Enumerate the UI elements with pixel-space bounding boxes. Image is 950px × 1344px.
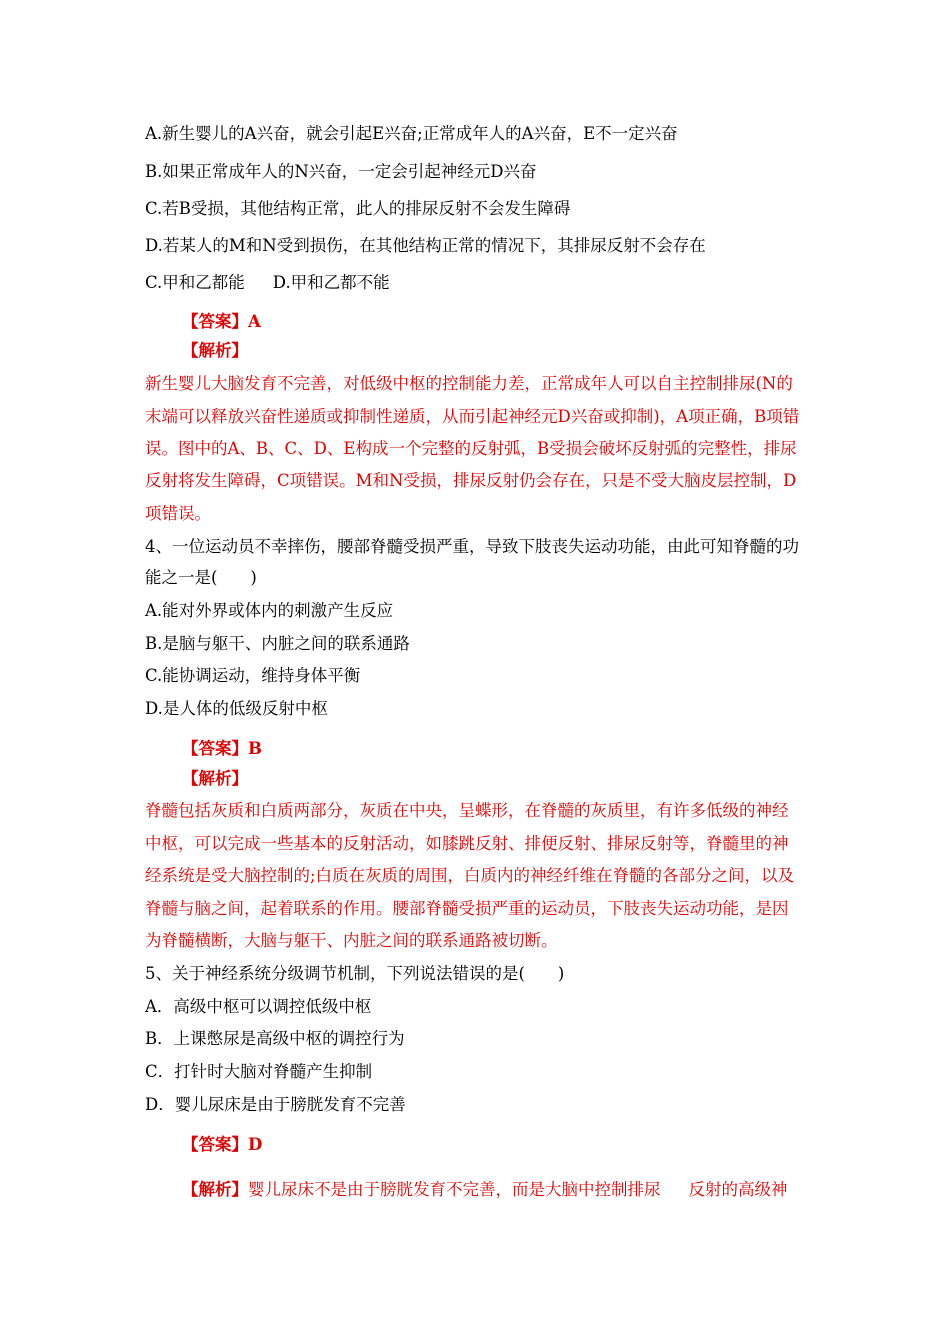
q4-option-b: B.是脑与躯干、内脏之间的联系通路 (145, 634, 410, 653)
q5-option-a: A．高级中枢可以调控低级中枢 (145, 997, 372, 1016)
prev-analysis-label: 【解析】 (182, 341, 248, 360)
answer-label: 【答案】 (182, 1135, 248, 1154)
prev-option-c2: C.甲和乙都能 (145, 273, 245, 292)
q5-option-d: D．婴儿尿床是由于膀胱发育不完善 (145, 1095, 406, 1114)
q4-analysis-line: 中枢，可以完成一些基本的反射活动，如膝跳反射、排便反射、排尿反射等，脊髓里的神 (145, 834, 789, 853)
q5-analysis-text: 婴儿尿床不是由于膀胱发育不完善，而是大脑中控制排尿 (248, 1180, 661, 1199)
q4-option-d: D.是人体的低级反射中枢 (145, 699, 328, 718)
q4-analysis-line: 为脊髓横断，大脑与躯干、内脏之间的联系通路被切断。 (145, 931, 558, 950)
prev-option-a: A.新生婴儿的A兴奋，就会引起E兴奋;正常成年人的A兴奋，E不一定兴奋 (145, 124, 678, 143)
q5-option-c: C．打针时大脑对脊髓产生抑制 (145, 1062, 373, 1081)
prev-option-c: C.若B受损，其他结构正常，此人的排尿反射不会发生障碍 (145, 199, 571, 218)
q5-analysis (182, 1180, 788, 1200)
prev-analysis-line: 项错误。 (145, 504, 211, 523)
q4-stem: 能之一是( ) (145, 568, 257, 587)
prev-analysis-line: 反射将发生障碍，C项错误。M和N受损，排尿反射仍会存在，只是不受大脑皮层控制，D (145, 471, 797, 490)
prev-analysis-line: 误。图中的A、B、C、D、E构成一个完整的反射弧，B受损会破坏反射弧的完整性，排尿 (145, 439, 797, 458)
prev-option-b: B.如果正常成年人的N兴奋，一定会引起神经元D兴奋 (145, 162, 537, 181)
q5-option-b: B．上课憋尿是高级中枢的调控行为 (145, 1029, 405, 1048)
q4-analysis-label: 【解析】 (182, 769, 248, 788)
q5-analysis-text-cont: 反射的高级神 (688, 1180, 788, 1199)
analysis-label: 【解析】 (182, 1180, 248, 1199)
q4-analysis-line: 脊髓与脑之间，起着联系的作用。腰部脊髓受损严重的运动员，下肢丧失运动功能，是因 (145, 899, 789, 918)
prev-option-d2: D.甲和乙都不能 (272, 273, 390, 292)
q5-answer (182, 1135, 262, 1155)
prev-option-c2-row (145, 273, 390, 293)
answer-label: 【答案】 (182, 312, 248, 331)
prev-analysis-line: 新生婴儿大脑发育不完善，对低级中枢的控制能力差，正常成年人可以自主控制排尿(N的 (145, 374, 793, 393)
q4-stem: 4、一位运动员不幸摔伤，腰部脊髓受损严重，导致下肢丧失运动功能，由此可知脊髓的功 (145, 537, 799, 556)
answer-value: B (248, 739, 262, 758)
q4-analysis-line: 经系统是受大脑控制的;白质在灰质的周围，白质内的神经纤维在脊髓的各部分之间，以及 (145, 866, 795, 885)
answer-label: 【答案】 (182, 739, 248, 758)
q4-option-a: A.能对外界或体内的刺激产生反应 (145, 601, 394, 620)
answer-value: A (248, 312, 261, 331)
answer-value: D (248, 1135, 263, 1154)
q4-answer (182, 739, 262, 759)
prev-analysis-line: 末端可以释放兴奋性递质或抑制性递质，从而引起神经元D兴奋或抑制)，A项正确，B项错 (145, 407, 800, 426)
prev-answer (182, 312, 261, 332)
q4-option-c: C.能协调运动，维持身体平衡 (145, 666, 361, 685)
prev-option-d: D.若某人的M和N受到损伤，在其他结构正常的情况下，其排尿反射不会存在 (145, 236, 706, 255)
q5-stem: 5、关于神经系统分级调节机制，下列说法错误的是( ) (145, 964, 565, 983)
q4-analysis-line: 脊髓包括灰质和白质两部分，灰质在中央，呈蝶形，在脊髓的灰质里，有许多低级的神经 (145, 801, 789, 820)
